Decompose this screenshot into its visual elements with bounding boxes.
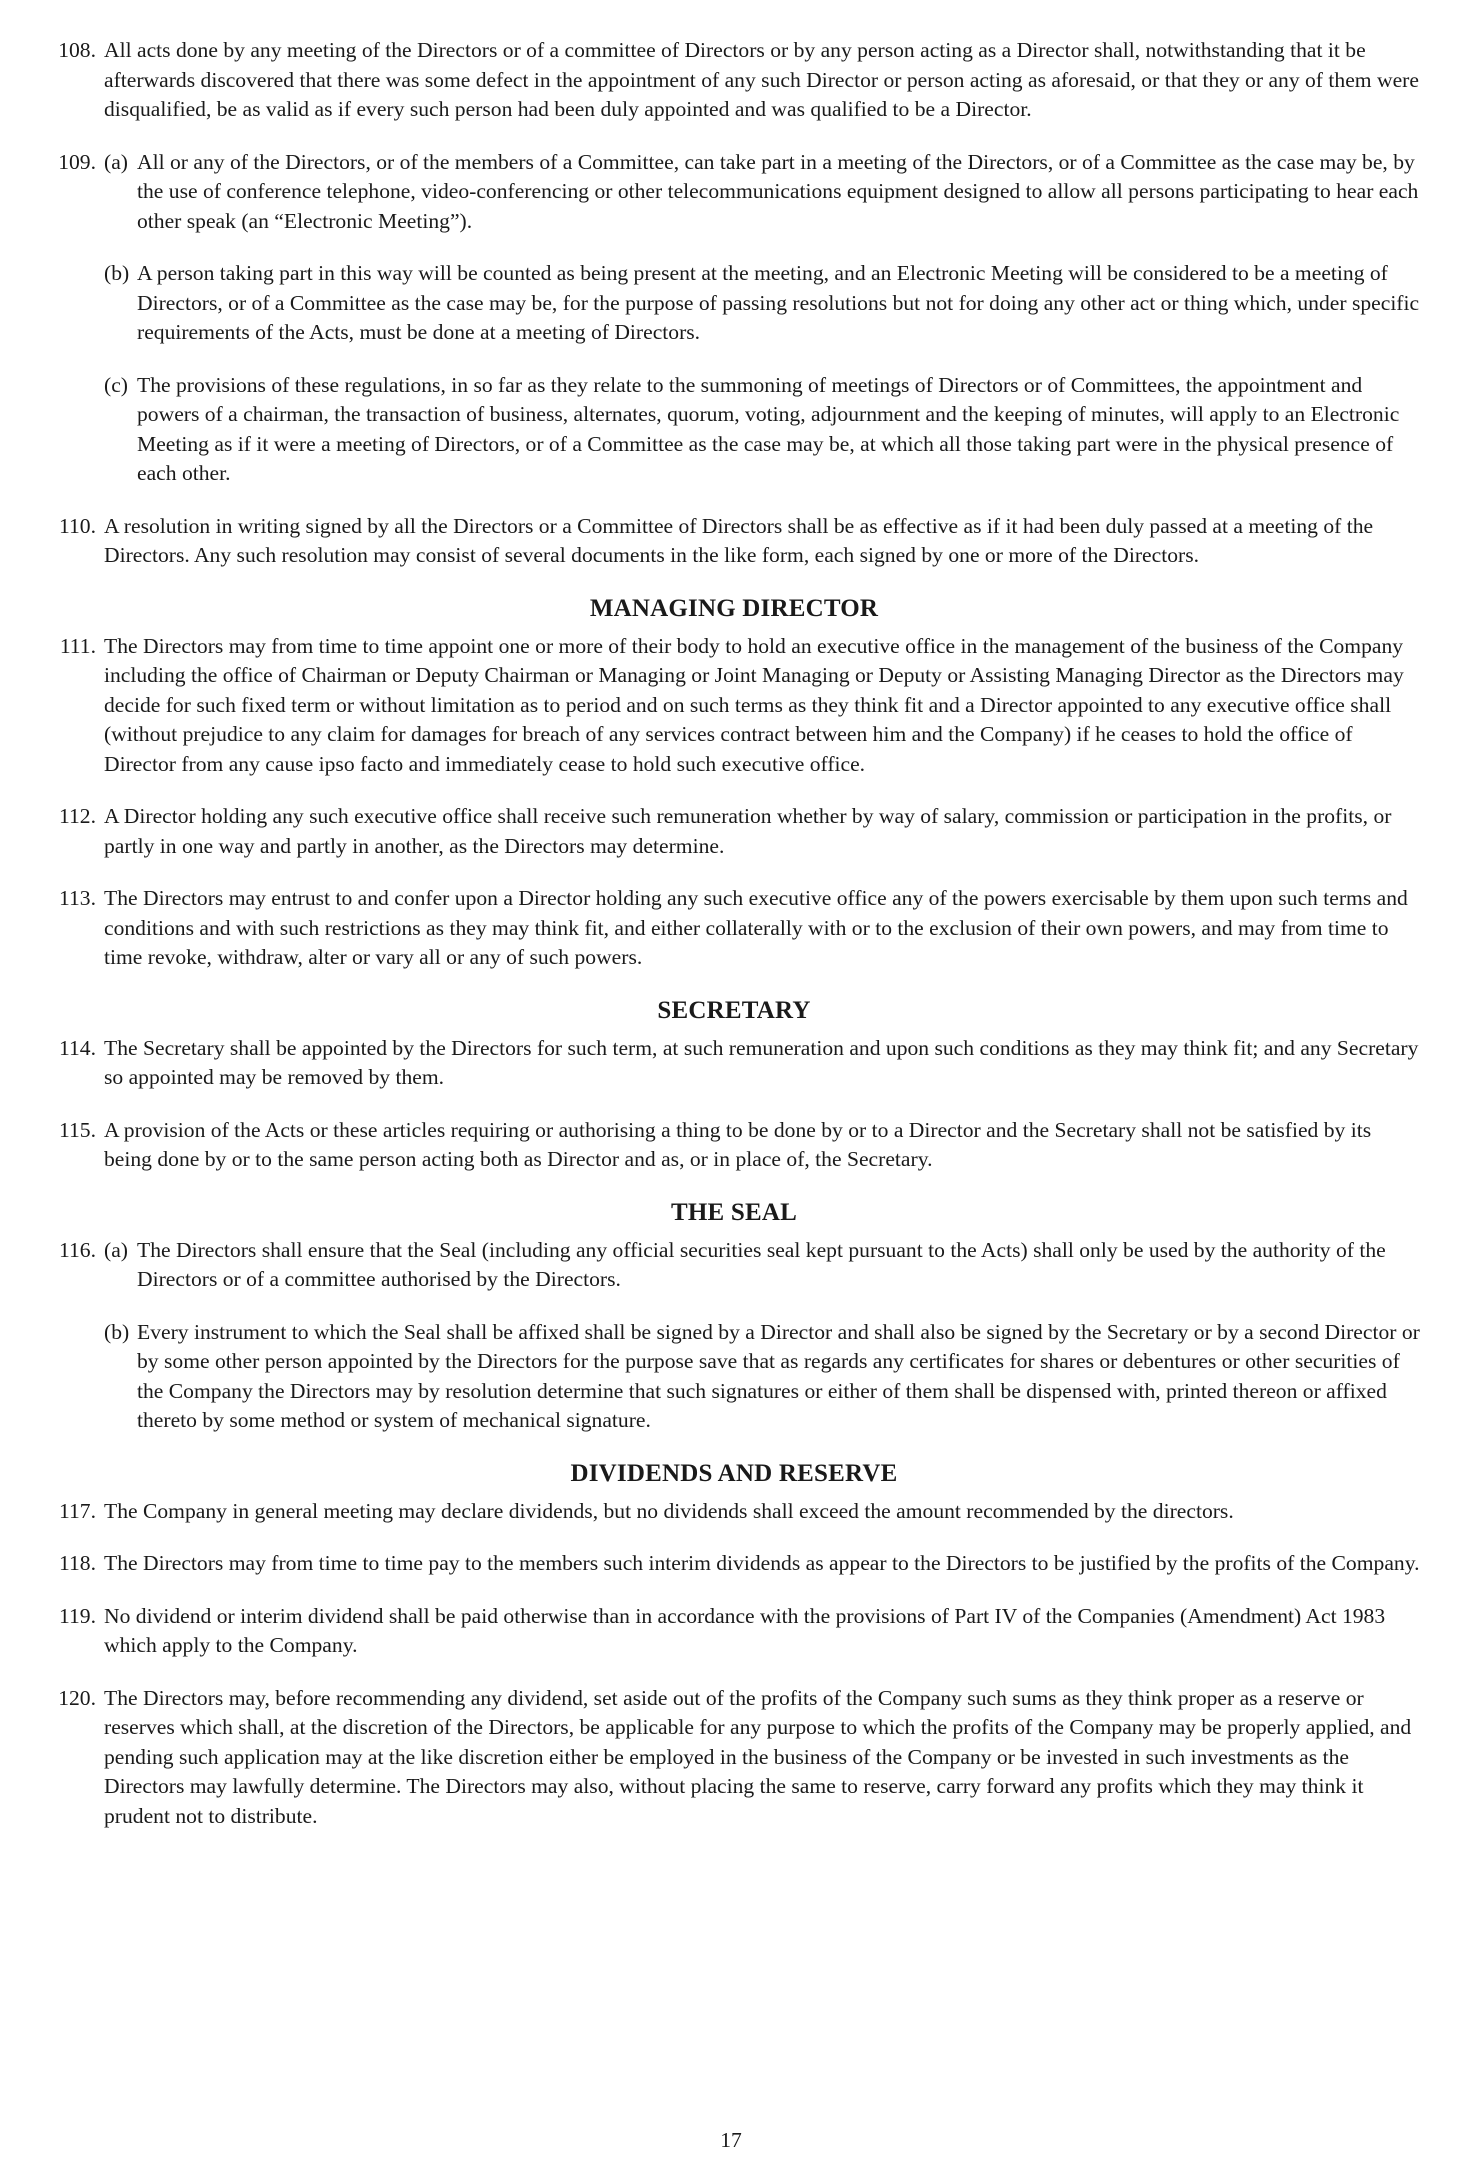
subclause-a: [104, 148, 1422, 237]
page-number: 17: [720, 2128, 742, 2152]
section-heading-dividends-and-reserve: DIVIDENDS AND RESERVE: [570, 1459, 898, 1487]
clause-number: 117.: [59, 1498, 96, 1523]
clause-text: No dividend or interim dividend shall be paid otherwise than in accordance with the provisions of Part IV of the Companies (Amendment) Act 1983 which apply to the Company.: [104, 1603, 1386, 1657]
clause-119: [46, 1602, 1422, 1661]
subclause-label: (c): [104, 372, 128, 397]
clause-number: 108.: [58, 38, 96, 62]
clause-text: All acts done by any meeting of the Directors or of a committee of Directors or by any person acting as a Director shall, notwithstanding that it be afterwards discovered that there was some defect in the appointment of any such Director or person acting as aforesaid, or that they or any of them were disqualified, be as valid as if every such person had been duly appointed and was qualified to be a Director.: [104, 38, 1419, 121]
clause-111: [46, 632, 1422, 780]
subclause-label: (b): [104, 1319, 130, 1344]
subclause-label: (a): [104, 1237, 128, 1262]
clause-text: The Directors may from time to time appoint one or more of their body to hold an executive office in the management of the business of the Company including the office of Chairman or Deputy Chairman or Managing or Joint Managing or Deputy or Assisting Managing Director as the Directors may decide for such fixed term or without limitation as to period and on such terms as they think fit and a Director appointed to any executive office shall (without prejudice to any claim for damages for breach of any services contract between him and the Company) if he ceases to hold the office of Director from any cause ipso facto and immediately cease to hold such executive office.: [104, 633, 1404, 776]
clause-number: 115.: [59, 1117, 96, 1142]
clause-113: [46, 884, 1422, 973]
subclause-b: [104, 1318, 1422, 1436]
clause-text: The Company in general meeting may declare dividends, but no dividends shall exceed the amount recommended by the directors.: [104, 1498, 1234, 1523]
subclause-c: [104, 371, 1422, 489]
section-heading-secretary: SECRETARY: [657, 996, 811, 1024]
clause-118: [46, 1549, 1422, 1579]
clause-108: [46, 36, 1422, 125]
clause-text: The Directors may entrust to and confer upon a Director holding any such executive office any of the powers exercisable by them upon such terms and conditions and with such restrictions as they may think fit, and either collaterally with or to the exclusion of their own powers, and may from time to time revoke, withdraw, alter or vary all or any of such powers.: [104, 886, 1408, 969]
subclause-text: All or any of the Directors, or of the members of a Committee, can take part in a meeting of the Directors, or of a Committee as the case may be, by the use of conference telephone, video-conferencing or other telecommunications equipment designed to allow all persons participating to hear each other speak (an “Electronic Meeting”).: [137, 149, 1419, 233]
clause-114: [46, 1034, 1422, 1093]
clause-109: [46, 148, 1422, 489]
clause-text: A provision of the Acts or these articles requiring or authorising a thing to be done by or to a Director and the Secretary shall not be satisfied by its being done by or to the same person acting both as Director and as, or in place of, the Secretary.: [104, 1117, 1372, 1171]
subclause-text: A person taking part in this way will be counted as being present at the meeting, and an Electronic Meeting will be considered to be a meeting of Directors, or of a Committee as the case may be, for the purpose of passing resolutions but not for doing any other act or thing which, under specific requirements of the Acts, must be done at a meeting of Directors.: [137, 261, 1420, 344]
subclause-text: Every instrument to which the Seal shall be affixed shall be signed by a Director and shall also be signed by the Secretary or by a second Director or by some other person appointed by the Directors for the purpose save that as regards any certificates for shares or debentures or other securities of the Company the Directors may by resolution determine that such signatures or either of them shall be dispensed with, printed thereon or affixed thereto by some method or system of mechanical signature.: [137, 1319, 1420, 1432]
clause-number: 119.: [59, 1603, 96, 1628]
clause-number: 110.: [59, 513, 96, 538]
clause-number: 118.: [59, 1551, 96, 1575]
subclause-b: [104, 259, 1422, 348]
clause-number: 114.: [59, 1035, 96, 1060]
clause-text: The Directors may from time to time pay to the members such interim dividends as appear to the Directors to be justified by the profits of the Company.: [104, 1551, 1420, 1575]
clause-body: [104, 1236, 1422, 1436]
clause-112: [46, 802, 1422, 861]
subclause-label: (b): [104, 261, 130, 285]
subclause-text: The Directors shall ensure that the Seal (including any official securities seal kept pursuant to the Acts) shall only be used by the authority of the Directors or of a committee authorised by the Directors.: [137, 1237, 1386, 1291]
clause-text: The Directors may, before recommending any dividend, set aside out of the profits of the Company such sums as they think proper as a reserve or reserves which shall, at the discretion of the Directors, be applicable for any purpose to which the profits of the Company may be properly applied, and pending such application may at the like discretion either be employed in the business of the Company or be invested in such investments as the Directors may lawfully determine. The Directors may also, without placing the same to reserve, carry forward any profits which they may think it prudent not to distribute.: [104, 1685, 1412, 1828]
subclause-a: [104, 1236, 1422, 1295]
clause-number: 116.: [59, 1237, 96, 1262]
clause-number: 112.: [59, 804, 96, 828]
clause-text: The Secretary shall be appointed by the Directors for such term, at such remuneration and upon such conditions as they may think fit; and any Secretary so appointed may be removed by them.: [104, 1035, 1419, 1089]
clause-116: [46, 1236, 1422, 1436]
subclause-text: The provisions of these regulations, in so far as they relate to the summoning of meetings of Directors or of Committees, the appointment and powers of a chairman, the transaction of business, alternates, quorum, voting, adjournment and the keeping of minutes, will apply to an Electronic Meeting as if it were a meeting of Directors, or of a Committee as the case may be, at which all those taking part were in the physical presence of each other.: [137, 372, 1400, 485]
clause-number: 109.: [58, 149, 96, 174]
clause-117: [46, 1497, 1422, 1527]
clause-number: 113.: [59, 886, 96, 910]
section-heading-managing-director: MANAGING DIRECTOR: [589, 594, 879, 622]
clause-number: 111.: [59, 633, 96, 658]
clause-text: A resolution in writing signed by all the Directors or a Committee of Directors shall be as effective as if it had been duly passed at a meeting of the Directors. Any such resolution may consist of several documents in the like form, each signed by one or more of the Directors.: [104, 513, 1374, 567]
subclause-label: (a): [104, 149, 128, 174]
clause-body: [104, 148, 1422, 489]
clause-number: 120.: [58, 1685, 96, 1710]
clause-text: A Director holding any such executive office shall receive such remuneration whether by way of salary, commission or participation in the profits, or partly in one way and partly in another, as the Directors may determine.: [104, 804, 1392, 858]
clause-110: [46, 512, 1422, 571]
clause-115: [46, 1116, 1422, 1175]
section-heading-the-seal: THE SEAL: [671, 1198, 797, 1226]
clause-120: [46, 1684, 1422, 1832]
